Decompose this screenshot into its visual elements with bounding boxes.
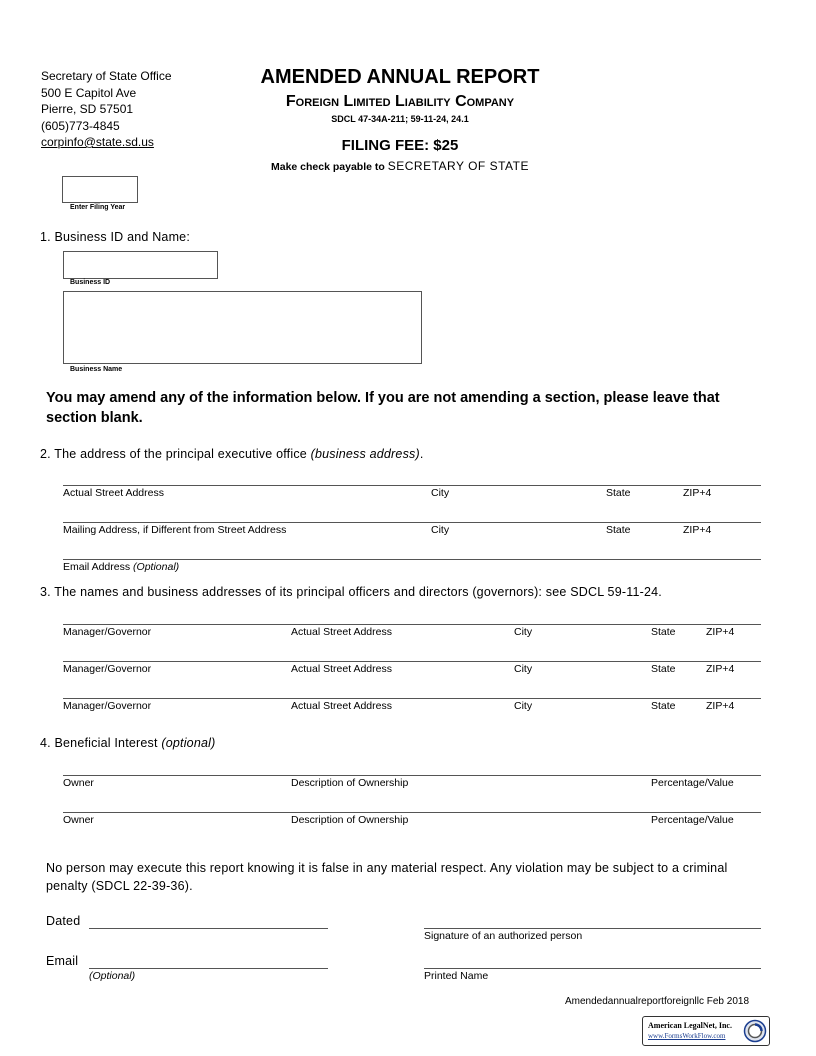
mailing-address-label: Mailing Address, if Different from Street Address [63, 524, 287, 536]
payable-to: SECRETARY OF STATE [387, 159, 529, 173]
section1-heading: 1. Business ID and Name: [40, 230, 191, 244]
section2-heading-italic: (business address) [310, 447, 420, 461]
owner-label: Owner [63, 814, 94, 826]
email-optional-label: (Optional) [89, 970, 136, 982]
email-optional-text: (Optional) [133, 561, 180, 573]
logo-url: www.FormsWorkFlow.com [648, 1032, 726, 1040]
filing-year-input[interactable] [62, 176, 138, 203]
address-line-2[interactable] [63, 522, 761, 523]
email-line[interactable] [63, 559, 761, 560]
manager-label: Manager/Governor [63, 700, 152, 712]
signature-line[interactable] [424, 928, 761, 929]
city-label: City [431, 487, 450, 499]
percentage-label: Percentage/Value [651, 814, 734, 826]
office-city: Pierre, SD 57501 [41, 102, 134, 116]
email-signature-line[interactable] [89, 968, 328, 969]
form-subtitle: Foreign Limited Liability Company [285, 93, 515, 110]
filing-year-label: Enter Filing Year [70, 204, 126, 211]
amend-notice: You may amend any of the information below. If you are not amending a section, please leave that section blank. [46, 390, 720, 426]
zip-label: ZIP+4 [706, 700, 735, 712]
zip-label: ZIP+4 [683, 487, 712, 499]
email-address-text: Email Address [63, 561, 131, 573]
american-legalnet-logo[interactable] [642, 1016, 770, 1046]
office-name: Secretary of State Office [41, 69, 172, 83]
section4-heading [40, 736, 215, 750]
owner-line-1[interactable] [63, 775, 761, 776]
officer-line-2[interactable] [63, 661, 761, 662]
office-street: 500 E Capitol Ave [41, 85, 137, 100]
section4-heading-text: 4. Beneficial Interest [40, 736, 158, 750]
section4-heading-italic: (optional) [161, 736, 216, 750]
owner-label: Owner [63, 777, 94, 789]
penalty-statement: No person may execute this report knowing it is false in any material respect. Any violation may be subject to a criminal penalty (SDCL 22-39-36). [46, 861, 728, 893]
owner-line-2[interactable] [63, 812, 761, 813]
filing-fee: FILING FEE: $25 [341, 137, 459, 154]
dated-line[interactable] [89, 928, 328, 929]
logo-company-name: American LegalNet, Inc. [648, 1021, 732, 1030]
city-label: City [514, 700, 533, 712]
city-label: City [514, 626, 533, 638]
zip-label: ZIP+4 [706, 663, 735, 675]
street-label: Actual Street Address [291, 700, 392, 712]
business-id-label: Business ID [70, 279, 111, 286]
state-label: State [651, 626, 676, 638]
email-address-label [63, 561, 179, 573]
section2-heading-text: 2. The address of the principal executive office [40, 447, 307, 461]
ownership-description-label: Description of Ownership [291, 814, 409, 826]
business-name-label: Business Name [70, 366, 123, 373]
officer-line-3[interactable] [63, 698, 761, 699]
printed-name-line[interactable] [424, 968, 761, 969]
printed-name-label: Printed Name [424, 970, 489, 982]
payable-line [0, 159, 808, 173]
office-email-link[interactable]: corpinfo@state.sd.us [41, 135, 154, 149]
globe-icon [743, 1019, 767, 1043]
city-label: City [431, 524, 450, 536]
dated-label: Dated [46, 914, 81, 928]
actual-street-label: Actual Street Address [63, 487, 164, 499]
manager-label: Manager/Governor [63, 626, 152, 638]
section2-heading-end: . [419, 447, 424, 461]
street-label: Actual Street Address [291, 626, 392, 638]
state-label: State [606, 524, 631, 536]
business-id-input[interactable] [63, 251, 218, 279]
email-label: Email [46, 954, 79, 968]
signature-label: Signature of an authorized person [424, 930, 583, 942]
manager-label: Manager/Governor [63, 663, 152, 675]
zip-label: ZIP+4 [706, 626, 735, 638]
street-label: Actual Street Address [291, 663, 392, 675]
office-phone: (605)773-4845 [41, 118, 120, 133]
form-statute: SDCL 47-34A-211; 59-11-24, 24.1 [331, 114, 469, 124]
section3-heading: 3. The names and business addresses of its principal officers and directors (governors): see SDCL 59-11-24. [40, 585, 662, 599]
officer-line-1[interactable] [63, 624, 761, 625]
city-label: City [514, 663, 533, 675]
ownership-description-label: Description of Ownership [291, 777, 409, 789]
zip-label: ZIP+4 [683, 524, 712, 536]
state-label: State [651, 700, 676, 712]
business-name-input[interactable] [63, 291, 422, 364]
form-id: Amendedannualreportforeignllc Feb 2018 [565, 996, 750, 1007]
section2-heading [40, 447, 424, 461]
payable-prefix: Make check payable to [271, 161, 385, 173]
percentage-label: Percentage/Value [651, 777, 734, 789]
state-label: State [651, 663, 676, 675]
address-line-1[interactable] [63, 485, 761, 486]
state-label: State [606, 487, 631, 499]
form-title: AMENDED ANNUAL REPORT [260, 66, 540, 88]
